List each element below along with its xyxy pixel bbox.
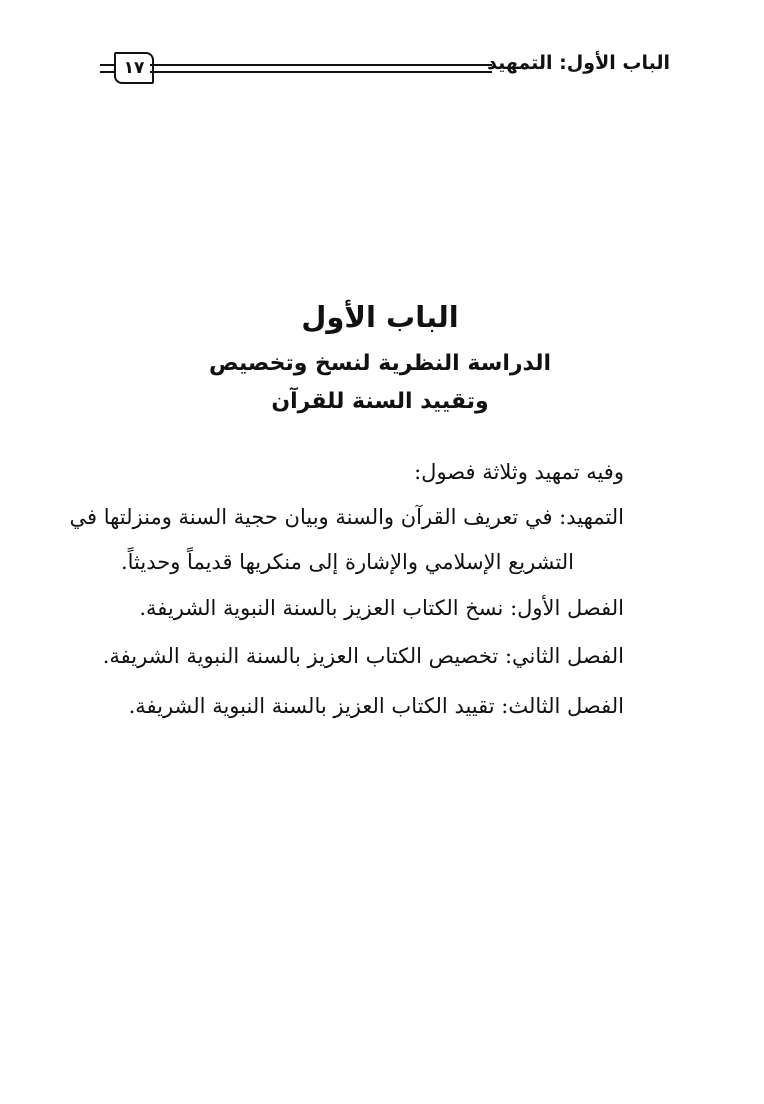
contents-chapter-3: الفصل الثالث: تقييد الكتاب العزيز بالسنة النبوية الشريفة.	[128, 694, 624, 718]
page-number: ١٧	[114, 52, 154, 84]
contents-tamheed-line-1: التمهيد: في تعريف القرآن والسنة وبيان حجية السنة ومنزلتها في	[69, 505, 624, 529]
chapter-subtitle-line-2: وتقييد السنة للقرآن	[271, 389, 489, 414]
chapter-subtitle-line-1: الدراسة النظرية لنسخ وتخصيص	[208, 351, 552, 376]
running-title: الباب الأول: التمهيد	[487, 52, 670, 74]
chapter-title: الباب الأول	[301, 300, 459, 334]
header-rule	[150, 64, 492, 73]
chapter-subtitle	[150, 345, 610, 421]
header-rule-left	[100, 64, 114, 73]
contents-chapter-2: الفصل الثاني: تخصيص الكتاب العزيز بالسنة النبوية الشريفة.	[102, 644, 624, 668]
contents-intro: وفيه تمهيد وثلاثة فصول:	[414, 460, 624, 484]
running-header	[100, 50, 670, 88]
contents-tamheed-line-2: التشريع الإسلامي والإشارة إلى منكريها قديماً وحديثاً.	[120, 550, 574, 574]
contents-chapter-1: الفصل الأول: نسخ الكتاب العزيز بالسنة النبوية الشريفة.	[139, 596, 624, 620]
